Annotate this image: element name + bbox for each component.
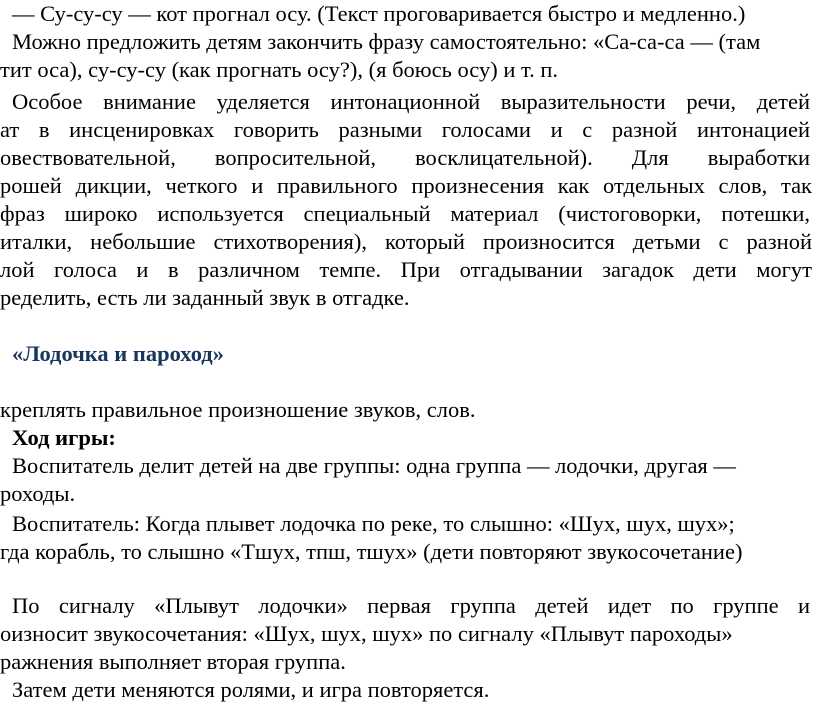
text-line — [0, 620, 816, 648]
paragraph-line: оизносит звукосочетания: «Шух, шух, шух» по сигналу «Плывут пароходы» — [0, 621, 733, 646]
paragraph-line: италки, небольшие стихотворения), который произносится детьми с разной — [0, 229, 812, 254]
paragraph-line: тит оса), су-су-су (как прогнать осу?), (я боюсь осу) и т. п. — [0, 57, 559, 82]
text-line — [0, 396, 816, 424]
text-line — [0, 538, 816, 566]
paragraph-line: ат в инсценировках говорить разными голосами и с разной интонацией — [0, 117, 810, 142]
paragraph-line: роходы. — [0, 481, 76, 506]
text-line — [0, 480, 816, 508]
paragraph-line: ражнения выполняет вторая группа. — [0, 649, 346, 674]
paragraph-line: — Су-су-су — кот прогнал осу. (Текст проговаривается быстро и медленно.) — [12, 1, 746, 26]
paragraph-line: овествовательной, вопросительной, восклицательной). Для выработки — [0, 145, 810, 170]
paragraph-line: гда корабль, то слышно «Тшух, тпш, тшух» (дети повторяют звукосочетание) — [0, 539, 743, 564]
game-title: «Лодочка и пароход» — [12, 341, 224, 366]
paragraph-line: Можно предложить детям закончить фразу самостоятельно: «Са-са-са — (там — [12, 29, 761, 54]
paragraph-line: ределить, есть ли заданный звук в отгадке. — [0, 285, 410, 310]
text-line — [0, 368, 816, 396]
goal-text: креплять правильное произношение звуков, слов. — [0, 397, 476, 422]
text-line — [0, 452, 816, 480]
paragraph-line: Воспитатель: Когда плывет лодочка по реке, то слышно: «Шух, шух, шух»; — [12, 511, 735, 536]
paragraph-line: Затем дети меняются ролями, и игра повторяется. — [12, 677, 490, 702]
paragraph-line: По сигналу «Плывут лодочки» первая группа детей идет по группе и — [12, 593, 810, 618]
paragraph-line: лой голоса и в различном темпе. При отгадывании загадок дети могут — [0, 257, 812, 282]
text-line — [0, 284, 816, 312]
text-line — [0, 424, 816, 452]
paragraph-line: фраз широко используется специальный материал (чистоговорки, потешки, — [0, 201, 810, 226]
text-line — [0, 56, 816, 84]
paragraph-line: рошей дикции, четкого и правильного произнесения как отдельных слов, так — [0, 173, 812, 198]
text-line — [0, 0, 816, 28]
text-line — [0, 510, 816, 538]
paragraph-line: Воспитатель делит детей на две группы: одна группа — лодочки, другая — — [12, 453, 736, 478]
paragraph-line: Особое внимание уделяется интонационной выразительности речи, детей — [12, 89, 810, 114]
text-line — [0, 648, 816, 676]
text-line — [0, 676, 816, 704]
text-line — [0, 28, 816, 56]
text-line — [0, 340, 816, 368]
procedure-label: Ход игры: — [12, 425, 116, 450]
